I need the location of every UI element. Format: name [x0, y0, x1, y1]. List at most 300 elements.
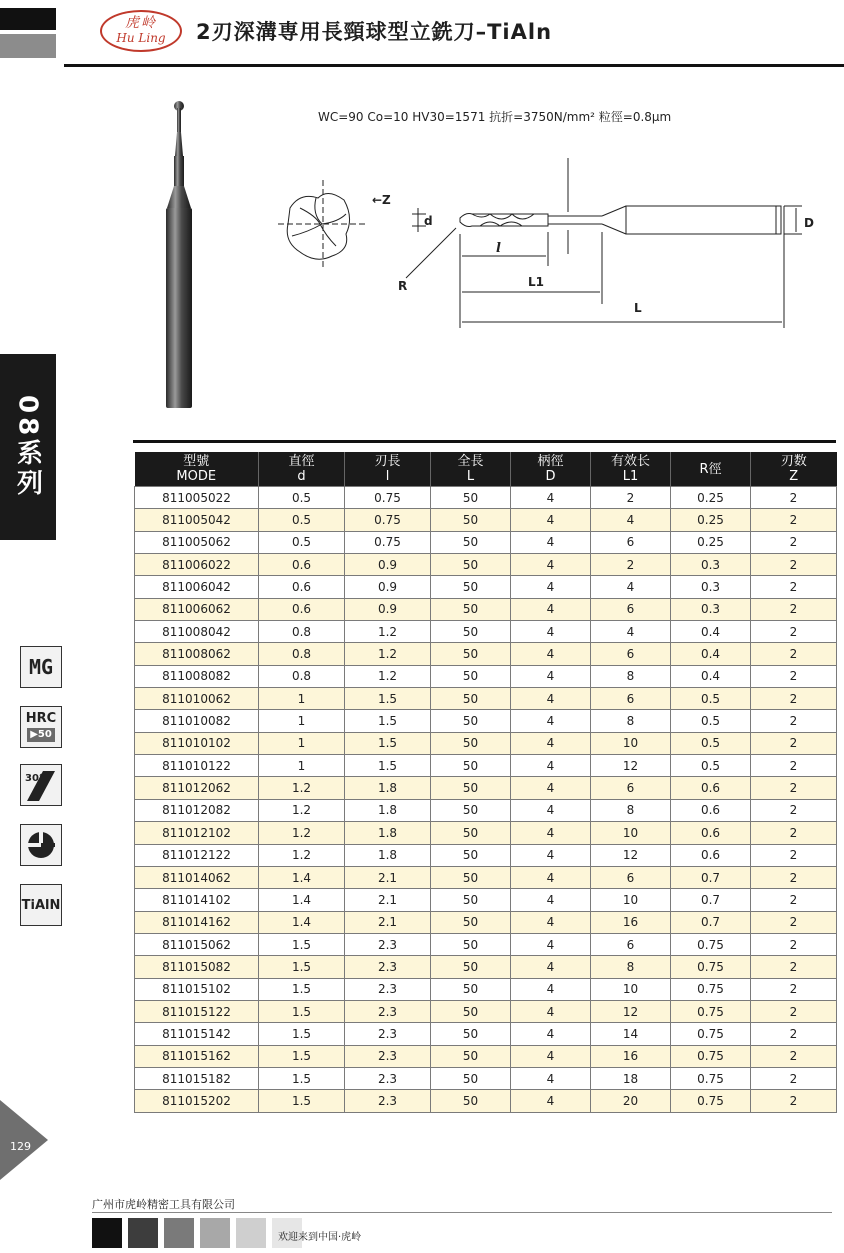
- table-cell: 2: [751, 777, 837, 799]
- table-cell: 4: [511, 978, 591, 1000]
- table-cell: 4: [511, 531, 591, 553]
- table-cell: 0.25: [671, 531, 751, 553]
- table-cell: 18: [591, 1067, 671, 1089]
- table-cell: 0.7: [671, 866, 751, 888]
- table-cell: 4: [511, 755, 591, 777]
- table-cell: 0.6: [671, 844, 751, 866]
- column-header-symbol: D: [545, 469, 556, 484]
- table-cell: 12: [591, 755, 671, 777]
- cutting-edge-badge: [20, 824, 62, 866]
- column-header-cn: 柄徑: [537, 454, 564, 469]
- column-header-cn: R徑: [699, 461, 722, 477]
- table-cell: 4: [511, 933, 591, 955]
- table-cell: 50: [431, 755, 511, 777]
- table-row: [135, 799, 837, 821]
- table-cell: 811014062: [135, 866, 259, 888]
- table-cell: 0.75: [345, 531, 431, 553]
- length-label: L: [634, 301, 642, 315]
- table-cell: 4: [511, 822, 591, 844]
- table-cell: 2.1: [345, 889, 431, 911]
- table-cell: 50: [431, 1090, 511, 1112]
- page-title: 2刃深溝専用長頸球型立銑刀–TiAln: [196, 20, 553, 44]
- table-row: [135, 665, 837, 687]
- tool-photo: [166, 101, 192, 408]
- table-cell: 1.2: [345, 643, 431, 665]
- table-cell: 811015102: [135, 978, 259, 1000]
- table-cell: 50: [431, 665, 511, 687]
- table-cell: 1.5: [345, 755, 431, 777]
- table-cell: 10: [591, 889, 671, 911]
- table-cell: 1.2: [259, 844, 345, 866]
- table-cell: 1.8: [345, 822, 431, 844]
- table-cell: 4: [511, 1045, 591, 1067]
- table-cell: 2.3: [345, 1023, 431, 1045]
- table-cell: 0.75: [671, 1045, 751, 1067]
- table-cell: 2: [751, 621, 837, 643]
- table-cell: 0.75: [671, 933, 751, 955]
- table-cell: 2: [751, 866, 837, 888]
- table-cell: 0.75: [671, 978, 751, 1000]
- column-header-cn: 刃長: [374, 454, 401, 469]
- table-cell: 811014102: [135, 889, 259, 911]
- table-cell: 2: [751, 1023, 837, 1045]
- table-cell: 0.6: [671, 777, 751, 799]
- page-number: 129: [10, 1140, 31, 1153]
- table-cell: 8: [591, 799, 671, 821]
- table-cell: 1.5: [259, 1000, 345, 1022]
- column-header-symbol: MODE: [176, 469, 217, 484]
- table-cell: 4: [511, 1067, 591, 1089]
- table-cell: 0.5: [259, 531, 345, 553]
- table-row: [135, 777, 837, 799]
- hrc-badge-value: ▶50: [27, 728, 55, 742]
- table-cell: 1.8: [345, 799, 431, 821]
- table-cell: 50: [431, 933, 511, 955]
- tool-drawing: [150, 96, 830, 426]
- table-cell: 4: [511, 554, 591, 576]
- table-row: [135, 1067, 837, 1089]
- color-swatch: [128, 1218, 158, 1248]
- table-cell: 2: [751, 487, 837, 509]
- table-row: [135, 598, 837, 620]
- table-cell: 2: [751, 1000, 837, 1022]
- table-cell: 2.3: [345, 978, 431, 1000]
- table-cell: 1.4: [259, 911, 345, 933]
- table-cell: 4: [511, 844, 591, 866]
- table-row: [135, 956, 837, 978]
- table-cell: 1.5: [259, 1045, 345, 1067]
- table-row: [135, 621, 837, 643]
- table-cell: 4: [511, 576, 591, 598]
- table-cell: 0.5: [671, 688, 751, 710]
- table-cell: 4: [511, 1023, 591, 1045]
- table-cell: 811010062: [135, 688, 259, 710]
- table-cell: 50: [431, 889, 511, 911]
- column-header: [751, 452, 837, 487]
- table-cell: 0.75: [671, 1023, 751, 1045]
- table-cell: 6: [591, 933, 671, 955]
- table-cell: 1: [259, 710, 345, 732]
- table-cell: 50: [431, 1023, 511, 1045]
- z-label: ←Z: [372, 193, 391, 207]
- table-row: [135, 1090, 837, 1112]
- header-divider: [64, 64, 844, 67]
- table-cell: 0.75: [671, 956, 751, 978]
- table-cell: 50: [431, 688, 511, 710]
- column-header-symbol: L1: [622, 469, 639, 484]
- table-cell: 811008042: [135, 621, 259, 643]
- spec-table: [134, 452, 837, 1113]
- column-header: [345, 452, 431, 487]
- table-cell: 50: [431, 509, 511, 531]
- table-row: [135, 866, 837, 888]
- hrc-badge: [20, 706, 62, 748]
- l-label: l: [496, 241, 501, 256]
- table-cell: 50: [431, 598, 511, 620]
- header-block-grey: [0, 34, 56, 58]
- column-header: [431, 452, 511, 487]
- table-cell: 0.6: [259, 554, 345, 576]
- table-cell: 2: [751, 509, 837, 531]
- table-cell: 6: [591, 531, 671, 553]
- table-row: [135, 509, 837, 531]
- table-cell: 50: [431, 866, 511, 888]
- table-cell: 6: [591, 643, 671, 665]
- table-cell: 811008062: [135, 643, 259, 665]
- table-row: [135, 688, 837, 710]
- table-row: [135, 576, 837, 598]
- table-cell: 50: [431, 1000, 511, 1022]
- helix-angle-label: 30°: [25, 773, 44, 784]
- table-cell: 0.5: [259, 509, 345, 531]
- table-row: [135, 1000, 837, 1022]
- table-cell: 8: [591, 710, 671, 732]
- table-cell: 50: [431, 799, 511, 821]
- table-cell: 10: [591, 732, 671, 754]
- table-cell: 20: [591, 1090, 671, 1112]
- table-cell: 6: [591, 688, 671, 710]
- table-cell: 1.2: [259, 799, 345, 821]
- brand-logo: [100, 10, 182, 52]
- table-cell: 811006062: [135, 598, 259, 620]
- table-cell: 0.75: [671, 1000, 751, 1022]
- table-row: [135, 487, 837, 509]
- table-cell: 1.2: [345, 621, 431, 643]
- color-swatch: [236, 1218, 266, 1248]
- color-swatch: [92, 1218, 122, 1248]
- table-cell: 1.5: [345, 710, 431, 732]
- table-cell: 50: [431, 487, 511, 509]
- table-cell: 0.25: [671, 509, 751, 531]
- table-cell: 0.4: [671, 643, 751, 665]
- ball-end-icon: [21, 825, 61, 865]
- table-row: [135, 1023, 837, 1045]
- column-header: [259, 452, 345, 487]
- table-cell: 8: [591, 956, 671, 978]
- table-cell: 1: [259, 688, 345, 710]
- table-cell: 0.3: [671, 598, 751, 620]
- table-cell: 0.75: [345, 509, 431, 531]
- table-cell: 14: [591, 1023, 671, 1045]
- table-cell: 50: [431, 554, 511, 576]
- table-cell: 811015122: [135, 1000, 259, 1022]
- column-header-cn: 直徑: [288, 454, 315, 469]
- table-header-row: [135, 452, 837, 487]
- table-cell: 4: [511, 889, 591, 911]
- table-cell: 2: [751, 710, 837, 732]
- table-cell: 4: [511, 598, 591, 620]
- table-cell: 0.5: [671, 755, 751, 777]
- table-cell: 811010102: [135, 732, 259, 754]
- d-label: d: [424, 214, 433, 228]
- column-header-cn: 刃数: [780, 454, 807, 469]
- table-cell: 2.1: [345, 911, 431, 933]
- end-view: [278, 180, 365, 268]
- table-cell: 4: [511, 621, 591, 643]
- table-cell: 2: [751, 755, 837, 777]
- table-cell: 2: [751, 1067, 837, 1089]
- table-row: [135, 554, 837, 576]
- table-cell: 0.6: [671, 822, 751, 844]
- color-swatch: [200, 1218, 230, 1248]
- table-row: [135, 643, 837, 665]
- table-cell: 4: [511, 1090, 591, 1112]
- table-cell: 1.5: [259, 1067, 345, 1089]
- table-cell: 50: [431, 710, 511, 732]
- table-cell: 0.7: [671, 889, 751, 911]
- table-row: [135, 1045, 837, 1067]
- table-cell: 1: [259, 732, 345, 754]
- table-cell: 811006042: [135, 576, 259, 598]
- table-cell: 811015062: [135, 933, 259, 955]
- table-cell: 2: [751, 978, 837, 1000]
- column-header: [591, 452, 671, 487]
- table-cell: 0.6: [259, 576, 345, 598]
- table-cell: 0.25: [671, 487, 751, 509]
- table-row: [135, 978, 837, 1000]
- shank-diameter-label: D: [804, 216, 814, 230]
- table-cell: 2: [751, 643, 837, 665]
- table-cell: 16: [591, 1045, 671, 1067]
- logo-en: Hu Ling: [116, 31, 166, 45]
- table-cell: 811012102: [135, 822, 259, 844]
- table-cell: 0.7: [671, 911, 751, 933]
- column-header-symbol: l: [385, 469, 390, 484]
- table-cell: 2: [751, 531, 837, 553]
- table-cell: 2: [751, 799, 837, 821]
- table-cell: 0.75: [671, 1067, 751, 1089]
- table-cell: 2.3: [345, 1090, 431, 1112]
- table-cell: 4: [511, 643, 591, 665]
- table-cell: 4: [511, 866, 591, 888]
- mg-badge-label: MG: [28, 655, 54, 679]
- table-cell: 811005042: [135, 509, 259, 531]
- table-cell: 0.9: [345, 598, 431, 620]
- table-cell: 4: [591, 621, 671, 643]
- table-cell: 50: [431, 531, 511, 553]
- column-header: [135, 452, 259, 487]
- table-cell: 0.8: [259, 643, 345, 665]
- table-cell: 811015142: [135, 1023, 259, 1045]
- table-row: [135, 844, 837, 866]
- table-cell: 50: [431, 844, 511, 866]
- table-cell: 6: [591, 598, 671, 620]
- table-cell: 0.5: [259, 487, 345, 509]
- table-cell: 50: [431, 911, 511, 933]
- table-cell: 50: [431, 978, 511, 1000]
- table-cell: 2: [751, 911, 837, 933]
- table-cell: 1.4: [259, 889, 345, 911]
- hrc-badge-label: HRC: [25, 711, 57, 726]
- r-label: R: [398, 279, 408, 293]
- table-cell: 0.75: [345, 487, 431, 509]
- table-cell: 50: [431, 777, 511, 799]
- table-cell: 2: [751, 1090, 837, 1112]
- table-cell: 811008082: [135, 665, 259, 687]
- table-cell: 0.5: [671, 710, 751, 732]
- table-cell: 4: [511, 799, 591, 821]
- table-cell: 1.8: [345, 777, 431, 799]
- table-cell: 811014162: [135, 911, 259, 933]
- table-cell: 0.8: [259, 665, 345, 687]
- table-cell: 2: [751, 956, 837, 978]
- table-cell: 50: [431, 1045, 511, 1067]
- table-cell: 10: [591, 822, 671, 844]
- table-cell: 1.5: [259, 978, 345, 1000]
- table-cell: 4: [511, 732, 591, 754]
- table-cell: 50: [431, 1067, 511, 1089]
- column-header-cn: 有效长: [610, 454, 650, 469]
- table-cell: 0.4: [671, 665, 751, 687]
- table-row: [135, 755, 837, 777]
- table-cell: 1.2: [259, 822, 345, 844]
- table-cell: 50: [431, 643, 511, 665]
- table-cell: 811015162: [135, 1045, 259, 1067]
- table-cell: 2: [751, 554, 837, 576]
- column-header-cn: 全長: [457, 454, 484, 469]
- table-cell: 2.1: [345, 866, 431, 888]
- mg-badge: [20, 646, 62, 688]
- table-cell: 50: [431, 621, 511, 643]
- table-cell: 4: [511, 911, 591, 933]
- table-cell: 811005062: [135, 531, 259, 553]
- table-cell: 4: [511, 665, 591, 687]
- table-row: [135, 732, 837, 754]
- table-cell: 12: [591, 1000, 671, 1022]
- table-cell: 1.5: [345, 732, 431, 754]
- table-cell: 1: [259, 755, 345, 777]
- table-cell: 6: [591, 866, 671, 888]
- table-cell: 4: [511, 777, 591, 799]
- table-cell: 8: [591, 665, 671, 687]
- table-cell: 2: [751, 576, 837, 598]
- table-cell: 2.3: [345, 1045, 431, 1067]
- side-view: [406, 158, 802, 328]
- l1-label: L1: [528, 275, 544, 289]
- table-cell: 811006022: [135, 554, 259, 576]
- table-cell: 4: [591, 576, 671, 598]
- table-cell: 0.5: [671, 732, 751, 754]
- table-row: [135, 911, 837, 933]
- table-cell: 10: [591, 978, 671, 1000]
- table-top-rule: [133, 440, 836, 443]
- table-row: [135, 531, 837, 553]
- footer-divider: [92, 1212, 832, 1213]
- table-cell: 811010082: [135, 710, 259, 732]
- table-cell: 2: [751, 1045, 837, 1067]
- table-cell: 50: [431, 822, 511, 844]
- table-cell: 16: [591, 911, 671, 933]
- table-cell: 2.3: [345, 933, 431, 955]
- table-cell: 12: [591, 844, 671, 866]
- coating-badge-label: TiAlN: [21, 897, 61, 913]
- table-cell: 0.4: [671, 621, 751, 643]
- table-cell: 811012082: [135, 799, 259, 821]
- color-swatch: [164, 1218, 194, 1248]
- table-cell: 0.8: [259, 621, 345, 643]
- table-cell: 4: [511, 509, 591, 531]
- table-cell: 1.8: [345, 844, 431, 866]
- table-cell: 0.9: [345, 554, 431, 576]
- table-cell: 1.5: [259, 933, 345, 955]
- table-cell: 50: [431, 732, 511, 754]
- table-cell: 2: [751, 665, 837, 687]
- table-row: [135, 710, 837, 732]
- table-cell: 4: [511, 1000, 591, 1022]
- table-row: [135, 889, 837, 911]
- company-name: 广州市虎岭精密工具有限公司: [92, 1198, 235, 1211]
- table-cell: 0.6: [671, 799, 751, 821]
- table-cell: 2.3: [345, 1000, 431, 1022]
- table-cell: 1.5: [345, 688, 431, 710]
- table-cell: 811012062: [135, 777, 259, 799]
- helix-angle-icon: [21, 765, 61, 805]
- table-cell: 4: [511, 956, 591, 978]
- column-header: [671, 452, 751, 487]
- table-cell: 2: [751, 688, 837, 710]
- table-cell: 4: [591, 509, 671, 531]
- table-cell: 0.3: [671, 554, 751, 576]
- header-block-dark: [0, 8, 56, 30]
- table-cell: 1.4: [259, 866, 345, 888]
- table-cell: 0.9: [345, 576, 431, 598]
- table-cell: 811005022: [135, 487, 259, 509]
- table-cell: 1.5: [259, 1023, 345, 1045]
- table-cell: 4: [511, 710, 591, 732]
- table-cell: 2: [751, 844, 837, 866]
- table-cell: 0.3: [671, 576, 751, 598]
- table-cell: 6: [591, 777, 671, 799]
- helix-angle-badge: [20, 764, 62, 806]
- welcome-text: 欢迎来到中国·虎岭: [278, 1232, 362, 1243]
- table-body: [135, 487, 837, 1113]
- table-cell: 811010122: [135, 755, 259, 777]
- series-tab: 08系列: [0, 354, 56, 540]
- column-header-symbol: L: [466, 469, 475, 484]
- table-cell: 1.2: [259, 777, 345, 799]
- table-cell: 0.75: [671, 1090, 751, 1112]
- table-cell: 2: [751, 598, 837, 620]
- table-cell: 2: [591, 554, 671, 576]
- table-cell: 1.5: [259, 1090, 345, 1112]
- table-cell: 4: [511, 688, 591, 710]
- table-cell: 50: [431, 956, 511, 978]
- table-cell: 2: [751, 822, 837, 844]
- table-cell: 811012122: [135, 844, 259, 866]
- table-cell: 0.6: [259, 598, 345, 620]
- table-cell: 811015202: [135, 1090, 259, 1112]
- table-cell: 4: [511, 487, 591, 509]
